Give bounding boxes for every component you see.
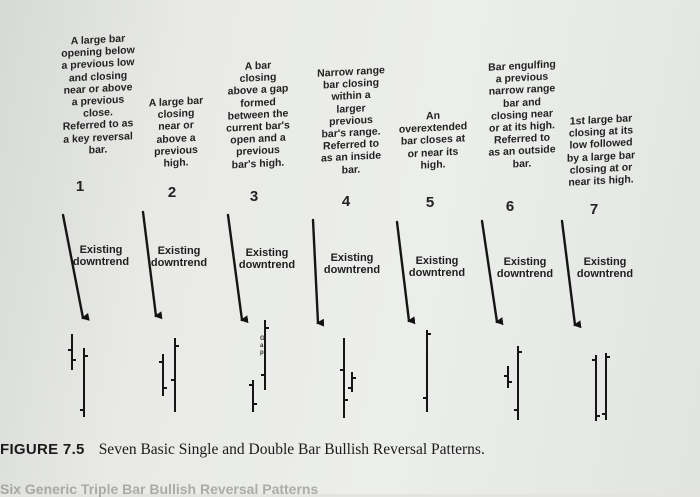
pattern-6-bars — [504, 346, 522, 420]
pattern-4-trend: Existing downtrend — [323, 252, 381, 276]
pattern-5-number: 5 — [425, 194, 435, 211]
pattern-3-trend: Existing downtrend — [238, 247, 296, 271]
pattern-6-description: Bar engulfing a previous narrow range bar and closing near or at its high. Referred to as an outside bar. — [488, 58, 556, 171]
pattern-2-number: 2 — [167, 184, 177, 201]
pattern-1-bars — [68, 334, 88, 417]
pattern-7-bars — [592, 353, 610, 421]
pattern-3-number: 3 — [249, 188, 259, 205]
pattern-4-number: 4 — [341, 193, 351, 210]
pattern-1-number: 1 — [75, 178, 85, 195]
pattern-4-bars — [340, 338, 356, 418]
pattern-3-description: A bar closing above a gap formed between the current bar's open and a previous bar's high. — [226, 59, 290, 172]
next-heading-cutoff: Six Generic Triple Bar Bullish Reversal Patterns — [0, 481, 319, 497]
pattern-6-number: 6 — [505, 198, 515, 215]
downtrend-arrow-4 — [313, 220, 318, 323]
pattern-1-trend: Existing downtrend — [72, 244, 130, 268]
figure-title: Seven Basic Single and Double Bar Bullish Reversal Patterns. — [98, 441, 485, 458]
pattern-3-bars — [249, 320, 269, 412]
pattern-5-bars — [423, 330, 431, 412]
pattern-2-description: A large bar closing near or above a previous high. — [148, 94, 204, 170]
pattern-7-trend: Existing downtrend — [576, 256, 634, 280]
pattern-1-description: A large bar opening below a previous low and closing near or above a previous close. Referred to as a key reversal bar. — [61, 32, 135, 157]
pattern-2-trend: Existing downtrend — [150, 245, 208, 269]
figure-label: FIGURE 7.5 — [0, 441, 85, 458]
pattern-5-trend: Existing downtrend — [408, 255, 466, 279]
gap-label: G a p — [260, 336, 265, 356]
pattern-6-trend: Existing downtrend — [496, 256, 554, 280]
figure-caption — [0, 441, 485, 459]
pattern-7-number: 7 — [589, 201, 599, 218]
pattern-7-description: 1st large bar closing at its low followed by a large bar closing at or near its high. — [566, 112, 636, 189]
pattern-5-description: An overextended bar closes at or near its high. — [398, 109, 468, 172]
pattern-4-description: Narrow range bar closing within a larger previous bar's range. Referred to as an inside bar. — [317, 64, 385, 177]
pattern-2-bars — [159, 338, 179, 412]
